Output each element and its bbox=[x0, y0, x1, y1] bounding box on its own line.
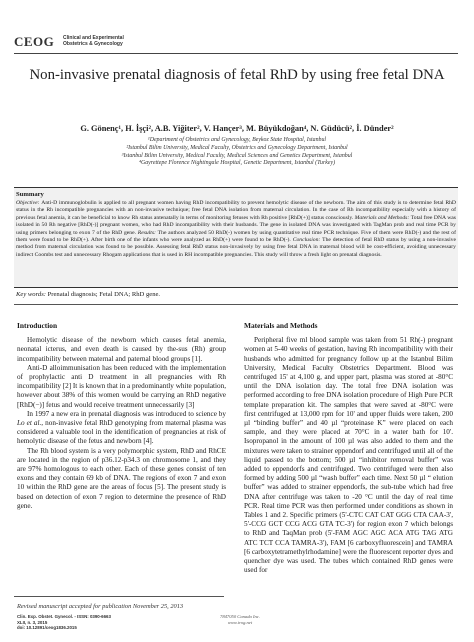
introduction-heading: Introduction bbox=[17, 321, 58, 330]
introduction-column bbox=[17, 321, 226, 511]
intro-paragraph-3 bbox=[17, 410, 226, 447]
journal-name: Clinical and Experimental Obstetrics & Gynecology bbox=[63, 35, 124, 47]
intro-p3-pre: In 1997 a new era in prenatal diagnosis was introduced to science by bbox=[27, 409, 226, 418]
intro-paragraph-4: The Rh blood system is a very polymorphic system, RhD and RhCE are located in the region of p36.12-p34.3 on chromosome 1, and they are 97% homologous to each other. Each of these genes consist of ten exons and they contain 69 kb of DNA. The regions of exon 7 and exon 10 within the RhD gene are the areas of focus [5]. The present study is based on detection of exon 7 region to determine the presence of RhD gene. bbox=[17, 446, 226, 510]
keywords-text: Prenatal diagnosis; Fetal DNA; RhD gene. bbox=[47, 291, 161, 298]
affiliations bbox=[20, 137, 454, 168]
intro-paragraph-1: Hemolytic disease of the newborn which causes fetal anemia, neonatal icterus, and even death is caused by the-sus (Rh) group incompatibility between maternal and paternal blood groups [1]. bbox=[17, 336, 226, 363]
citation-block bbox=[17, 614, 167, 631]
publisher-name: 7847050 Canada Inc. bbox=[220, 614, 260, 619]
keywords-divider bbox=[14, 304, 458, 305]
results-label: Results: bbox=[137, 229, 158, 236]
keywords-line bbox=[16, 291, 456, 298]
publisher-block bbox=[190, 614, 290, 625]
journal-masthead bbox=[14, 34, 458, 52]
affiliation-1: ¹Department of Obstetrics and Gynecology, Beykoz State Hospital, Istanbul bbox=[147, 137, 327, 143]
intro-paragraph-2: Anti-D alloimmunisation has been reduced with the implementation of prophylactic anti D treatment in all pregnancies with Rh incompatibility [2] It is known that in a predominantly white population, however about 38% of this women would be carrying an RhD negative [RhD(−)] fetus and would receive treatment unnecessarily [3] bbox=[17, 363, 227, 409]
revised-note: Revised manuscript accepted for publication November 25, 2013 bbox=[17, 603, 184, 610]
citation-doi: doi: 10.12891/ceog1836.2015 bbox=[17, 625, 77, 631]
methods-heading: Materials and Methods bbox=[244, 321, 318, 330]
citation-issn: Clin. Exp. Obstet. Gynecol. - ISSN: 0390-6663 bbox=[17, 614, 111, 619]
summary-box bbox=[14, 187, 458, 288]
results-text: The authors analyzed 50 RhD(-) women by using quantitative real time PCR technique. Five of them were RhD(-) and the rest of them were found to be RhD(+). After birth one of the infants who were analyzed as RhD(+) were found to be RhD(-). bbox=[16, 229, 456, 244]
author-list: G. Gönenç¹, H. İşçi², A.B. Yiğiter², V. Hançer³, M. Büyükdoğan⁴, N. Güdücü², İ. Dünder² bbox=[80, 124, 394, 133]
methods-text: Total free DNA was isolated in 50 Rh negative [RhD(-)] pregnant women, who had RhD incompatibility with their husbands. The gene in isolated DNA was investigated with TagMan prob and real time PCR by using primers belonging to exon 7 of the RhD gene. bbox=[16, 214, 456, 236]
affiliation-3: ³Istanbul Bilim University, Medical Faculty, Medical Sciences and Genetics Department, Istanbul bbox=[121, 152, 353, 159]
publisher-url: www.irog.net bbox=[227, 619, 253, 625]
citation-volume: XLII, n. 3, 2015 bbox=[17, 619, 48, 625]
summary-text bbox=[16, 200, 456, 259]
intro-p3-post: , non-invasive fetal RhD genotyping from maternal plasma was considered a valuable tool in the identification of pregnancies at risk of hemolytic disease of the fetus and newborn [4]. bbox=[17, 419, 226, 446]
affiliation-2: ²Istanbul Bilim University, Medical Faculty, Obstetrics and Gynecology Department, Istanbul bbox=[126, 144, 348, 151]
affiliation-4: ⁴Gayrettepe Florence Nightingale Hospital, Genetic Department, Istanbul (Turkey) bbox=[138, 160, 336, 167]
journal-abbreviation: CEOG bbox=[14, 34, 55, 49]
objective-text: Anti-D immunoglobulin is applied to all pregnant women having RhD incompatibility to prevent hemolytic disease of the newborn. The aim of this study is to determine fetal RhD status in the Rh incompatible pregnancies with an non-invasive technique; free fetal DNA isolation from maternal circulation. In the case of Rh incompatibility especially with a history of previous fetal anemia, it can be beneficial to know Rh status antenatally in terms of monitoring fetuses with Rh positive [RhD(+)] status consciously. bbox=[16, 200, 456, 221]
summary-heading: Summary bbox=[16, 191, 44, 198]
conclusion-text: The detection of fetal RhD status by using a non-invasive method from maternal circulation was found to be possible. Assessing fetal RhD status non-invasively by using free fetal DNA in maternal blood will be cost-efficient, avoiding unnecessary indirect Coombs test and unnecessary Rhogam applications that is used in RH incompatible pregnancies. This study will throw a fresh light on prenatal diagnosis. bbox=[16, 237, 456, 258]
footnote-divider bbox=[14, 596, 224, 597]
methods-column bbox=[244, 321, 453, 575]
conclusion-label: Conclusion: bbox=[292, 237, 323, 244]
article-title: Non-invasive prenatal diagnosis of fetal RhD by using free fetal DNA bbox=[29, 67, 445, 83]
intro-p3-citation: Lo et al. bbox=[17, 419, 42, 428]
masthead-divider bbox=[14, 53, 458, 54]
methods-label: Materials and Methods: bbox=[354, 214, 411, 221]
keywords-label: Key words: bbox=[16, 291, 48, 298]
methods-paragraph-1: Peripheral five ml blood sample was taken from 51 Rh(-) pregnant women at 5-40 weeks of gestation, having Rh incompatibility with their husbands who admitted for pregnancy follow up at the Istanbul Bilim University, Medical Faculty Obstetrics Department. Blood was centrifuged 15' at 4,100 g, and upper part, plasma was stored at -80°C until the DNA isolation day. The total free DNA isolation was performed according to free DNA isolation procedure of High Pure PCR template preparation kit. The samples that were saved at -80°C were first centrifuged at 13,000 rpm for 10' and upper fluids were taken, 200 µl “binding buffer” and 40 µl “proteinase K” were placed on each sample, and they were placed at 70°C in a water bath for 10'. Isopropanol in the amount of 100 µl was also added to them and the mixtures were taken to strainer eppendorf and centrifuged until all of the liquid passed to the bottom; 500 µl “inhibitor removal buffer” was added to eppendorfs and centrifuged. Two centrifuged were then also formed by adding 500 µl “wash buffer” each time. Next 50 µl “ elution buffer” was added to strainer eppendorfs, the sub-tube which had free DNA after centrifuge was taken to -20 °C until the day of real time PCR. Real time PCR was then performed under conditions as shown in Tables 1 and 2. Specific primers (5'-CTC CAT CAT GGG CTA CAA-3', 5'-CCG GCT CCG ACG GTA TC-3') for region exon 7 which belongs to RhD and TaqMan prob (5'-FAM AGC AGC ACA ATG TAG ATG ATC TCT CCA TAMRA-3'), FAM [6 carboxyfluorescein] and TAMRA [6 carboxytetramethylrhodamine] were the fluorescent reporter dyes and quencher dye was used. The tubes which contained RhD genes were used for bbox=[244, 336, 453, 575]
objective-label: Objective: bbox=[16, 200, 42, 206]
